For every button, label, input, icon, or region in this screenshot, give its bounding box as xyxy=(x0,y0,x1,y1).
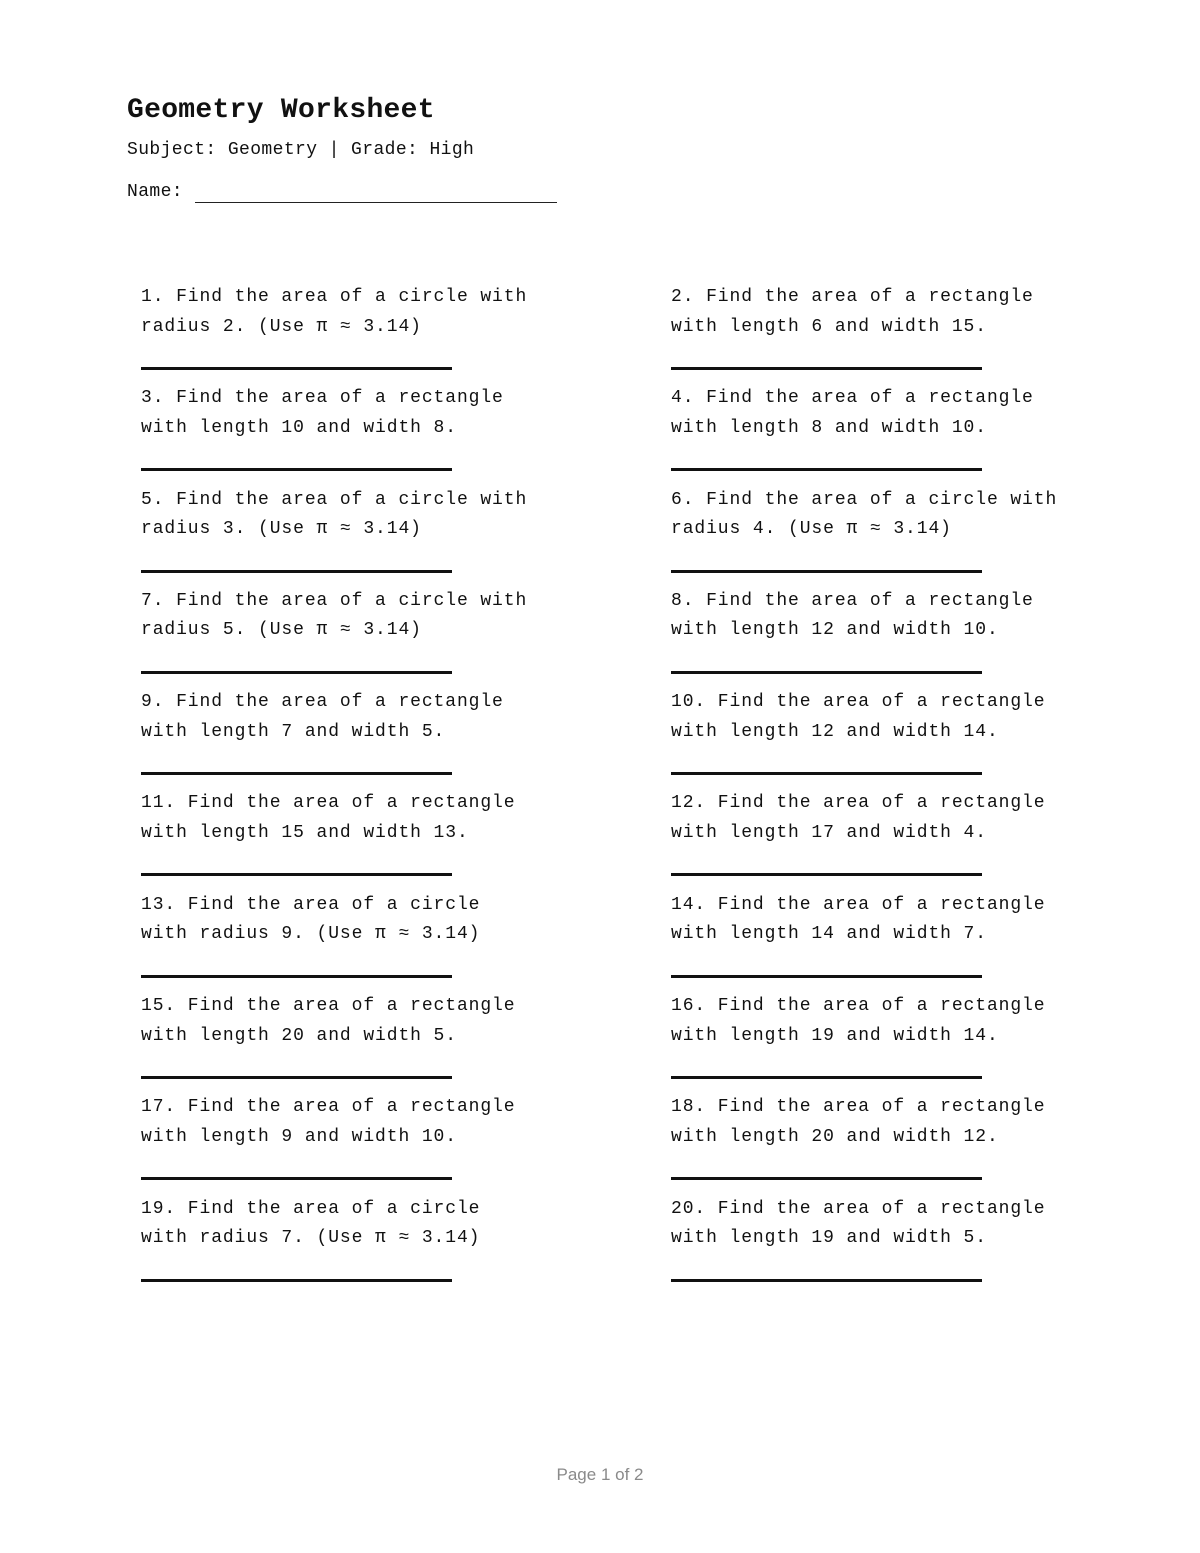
name-label: Name: xyxy=(127,182,184,202)
answer-line[interactable] xyxy=(671,873,982,876)
problem-6 xyxy=(671,486,1121,587)
problem-text: 9. Find the area of a rectangle with length 7 and width 5. xyxy=(141,692,504,742)
answer-line[interactable] xyxy=(671,367,982,370)
problem-12 xyxy=(671,789,1121,890)
problem-14 xyxy=(671,891,1121,992)
problem-10 xyxy=(671,688,1121,789)
problem-text: 17. Find the area of a rectangle with length 9 and width 10. xyxy=(141,1097,516,1147)
problem-8 xyxy=(671,587,1121,688)
problem-text: 6. Find the area of a circle with radius 4. (Use π ≈ 3.14) xyxy=(671,489,1058,540)
problem-16 xyxy=(671,992,1121,1093)
problem-text: 15. Find the area of a rectangle with length 20 and width 5. xyxy=(141,996,516,1046)
answer-line[interactable] xyxy=(671,671,982,674)
problem-13 xyxy=(141,891,671,992)
problem-text: 12. Find the area of a rectangle with length 17 and width 4. xyxy=(671,793,1046,843)
problem-3 xyxy=(141,384,671,485)
problem-4 xyxy=(671,384,1121,485)
problem-text: 16. Find the area of a rectangle with length 19 and width 14. xyxy=(671,996,1046,1046)
problem-9 xyxy=(141,688,671,789)
problem-text: 11. Find the area of a rectangle with length 15 and width 13. xyxy=(141,793,516,843)
name-blank-line[interactable] xyxy=(195,182,557,203)
answer-line[interactable] xyxy=(141,1177,452,1180)
problem-text: 5. Find the area of a circle with radius 3. (Use π ≈ 3.14) xyxy=(141,489,528,540)
problem-1 xyxy=(141,283,671,384)
problem-text: 18. Find the area of a rectangle with length 20 and width 12. xyxy=(671,1097,1046,1147)
problem-11 xyxy=(141,789,671,890)
problem-15 xyxy=(141,992,671,1093)
answer-line[interactable] xyxy=(671,772,982,775)
answer-line[interactable] xyxy=(141,873,452,876)
problem-text: 4. Find the area of a rectangle with length 8 and width 10. xyxy=(671,388,1034,438)
page-title: Geometry Worksheet xyxy=(127,95,435,126)
problem-text: 19. Find the area of a circle with radius 7. (Use π ≈ 3.14) xyxy=(141,1198,481,1249)
problem-2 xyxy=(671,283,1121,384)
name-row xyxy=(127,181,557,203)
problem-text: 13. Find the area of a circle with radius 9. (Use π ≈ 3.14) xyxy=(141,894,481,945)
problem-18 xyxy=(671,1093,1121,1194)
answer-line[interactable] xyxy=(671,468,982,471)
problem-text: 7. Find the area of a circle with radius 5. (Use π ≈ 3.14) xyxy=(141,590,528,641)
answer-line[interactable] xyxy=(671,1177,982,1180)
answer-line[interactable] xyxy=(141,367,452,370)
problem-text: 10. Find the area of a rectangle with length 12 and width 14. xyxy=(671,692,1046,742)
answer-line[interactable] xyxy=(671,1076,982,1079)
answer-line[interactable] xyxy=(671,975,982,978)
answer-line[interactable] xyxy=(141,772,452,775)
problem-text: 3. Find the area of a rectangle with length 10 and width 8. xyxy=(141,388,504,438)
subject-grade-line: Subject: Geometry | Grade: High xyxy=(127,140,475,160)
problem-19 xyxy=(141,1195,671,1296)
problem-text: 14. Find the area of a rectangle with length 14 and width 7. xyxy=(671,894,1046,945)
problem-17 xyxy=(141,1093,671,1194)
answer-line[interactable] xyxy=(671,1279,982,1282)
answer-line[interactable] xyxy=(141,1279,452,1282)
answer-line[interactable] xyxy=(141,671,452,674)
problem-text: 2. Find the area of a rectangle with length 6 and width 15. xyxy=(671,287,1034,337)
problem-5 xyxy=(141,486,671,587)
problem-text: 8. Find the area of a rectangle with length 12 and width 10. xyxy=(671,590,1034,641)
problem-text: 1. Find the area of a circle with radius 2. (Use π ≈ 3.14) xyxy=(141,287,528,337)
answer-line[interactable] xyxy=(141,975,452,978)
page-number: Page 1 of 2 xyxy=(556,1465,644,1484)
problem-grid xyxy=(141,283,1121,1296)
problem-7 xyxy=(141,587,671,688)
answer-line[interactable] xyxy=(141,570,452,573)
answer-line[interactable] xyxy=(141,1076,452,1079)
answer-line[interactable] xyxy=(141,468,452,471)
problem-20 xyxy=(671,1195,1121,1296)
problem-text: 20. Find the area of a rectangle with length 19 and width 5. xyxy=(671,1198,1046,1249)
answer-line[interactable] xyxy=(671,570,982,573)
